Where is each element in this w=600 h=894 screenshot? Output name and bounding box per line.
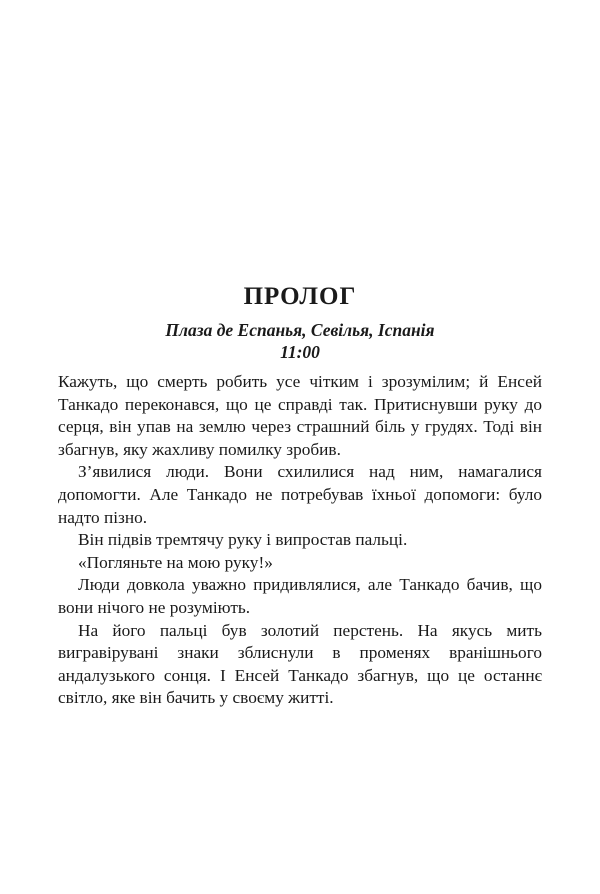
chapter-time: 11:00 — [280, 342, 320, 362]
paragraph: З’явилися люди. Вони схилилися над ним, намагалися допомогти. Але Танкадо не потребував їхньої допомоги: було надто пізно. — [58, 462, 542, 527]
paragraph: Він підвів тремтячу руку і випростав пальці. — [78, 530, 408, 550]
body-text — [58, 371, 542, 710]
paragraph: Люди довкола уважно придивлялися, але Танкадо бачив, що вони нічого не розуміють. — [58, 575, 542, 617]
chapter-title: ПРОЛОГ — [243, 283, 357, 310]
paragraph: Кажуть, що смерть робить усе чітким і зрозумілим; й Енсей Танкадо переконався, що це справді так. Притиснувши руку до серця, він упав на землю через страшний біль у грудях. Тоді він збагнув, яку жахливу помилку зробив. — [58, 372, 542, 459]
chapter-location: Плаза де Еспанья, Севілья, Іспанія — [165, 320, 435, 340]
paragraph: На його пальці був золотий перстень. На якусь мить вигравірувані знаки зблиснули в променях вранішнього андалузького сонця. І Енсей Танкадо збагнув, що це останнє світло, яке він бачить у своєму житті. — [58, 620, 542, 708]
paragraph: «Погляньте на мою руку!» — [78, 552, 273, 572]
